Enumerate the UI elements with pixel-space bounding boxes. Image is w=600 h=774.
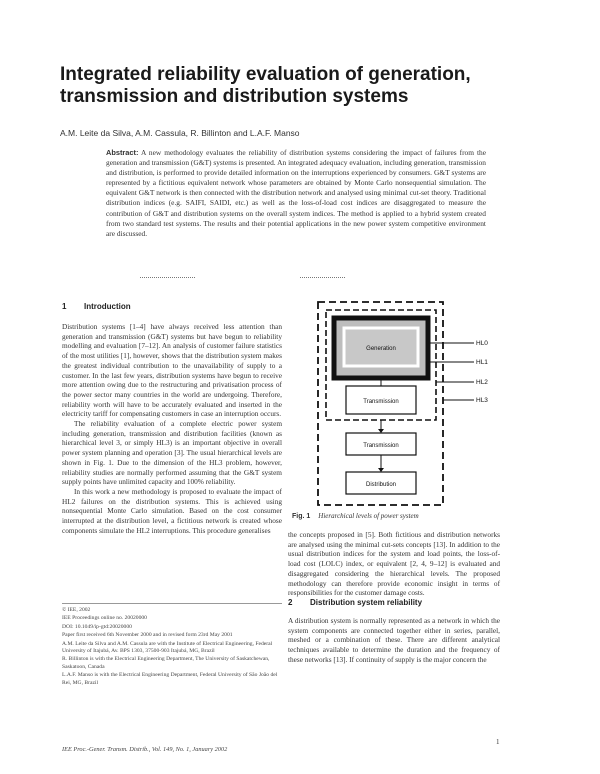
author-list: A.M. Leite da Silva, A.M. Cassula, R. Billinton and L.A.F. Manso	[60, 128, 300, 138]
abstract-text: A new methodology evaluates the reliability of distribution systems considering the impact of failures from the generation and transmission (G&T) systems is presented. An integrated adequacy evaluation, including generation, transmission and distribution, is performed to provide detailed information on the interruptions experienced by consumers. G&T systems are represented by a fictitious equivalent network whose parameters are obtained by Monte Carlo nonsequential simulation. The equivalent G&T network is then connected with the distribution network and analysed using minimal cut-set theory. Traditional distribution indices (e.g. SAIFI, SAIDI, etc.) as well as the loss-of-load cost indices are disaggregated to measure the contribution of G&T and distribution systems on the overall system indices. The method is applied to a hybrid system created from two standard test systems. The results and their potential applications in the new power system competitive environment are discussed.	[106, 148, 486, 238]
section-2-heading	[288, 598, 422, 607]
intro-paragraph: In this work a new methodology is proposed to evaluate the impact of HL2 failures on the distribution systems. This is achieved using nonsequential Monte Carlo simulation. Based on the cost consumer interrupted at the distribution level, a fictitious network is created whose components simulate the HL2 interruptions. This procedure generalises	[62, 486, 282, 535]
intro-paragraph: The reliability evaluation of a complete electric power system including generation, transmission and distribution facilities (known as hierarchical level 3, or simply HL3) is an important objective in overall power system planning and operation [3]. The usual hierarchical levels are shown in Fig. 1. Due to the dimension of the HL3 problem, however, reliability studies are normally performed assuming that the G&T system supply points have unlimited capacity and 100% reliability.	[62, 419, 282, 487]
paper-title: Integrated reliability evaluation of generation, transmission and distribution systems	[60, 64, 471, 107]
level-label-hl0: HL0	[476, 340, 488, 347]
section-2-body	[288, 616, 500, 665]
journal-footer: IEE Proc.-Gener. Transm. Distrib., Vol. 149, No. 1, January 2002	[62, 746, 228, 753]
abstract	[106, 148, 486, 239]
footnote: A.M. Leite da Silva and A.M. Cassula are with the Institute of Electrical Engineering, Federal University of Itajubá, Av. BPS 1303, 37500-903 Itajubá, MG, Brazil	[62, 640, 273, 655]
separator-dots-right	[300, 277, 345, 279]
page-number: 1	[496, 738, 500, 746]
footnote: L.A.F. Manso is with the Electrical Engineering Department, Federal University of São João del Rei, MG, Brazil	[62, 672, 278, 686]
intro-paragraph: Distribution systems [1–4] have always received less attention than generation and transmission (G&T) systems but have begun to reliability modelling and evaluation [7–12]. An analysis of customer failure statistics of the most utilities [1], however, shows that the distribution system makes the greatest individual contribution to the unavailability of supply to a customer. In the last few years, distribution systems have begun to receive more attention owing due to the restructuring and privatisation process of the power sector many countries in the world are undergoing. Therefore, reliability worth will have to be accurately evaluated and inserted in the electricity tariff for compensating customers in case an interruption occurs.	[62, 322, 282, 419]
section-1-title: Introduction	[84, 302, 131, 311]
abstract-label: Abstract:	[106, 148, 139, 157]
footnote: Paper first received 6th November 2000 and in revised form 23rd May 2001	[62, 632, 233, 639]
section-1-heading	[62, 302, 131, 311]
figure-label: Fig. 1	[292, 513, 311, 520]
arrowhead-icon	[378, 429, 384, 433]
generation-label: Generation	[366, 346, 396, 352]
separator-dots-left	[140, 277, 195, 279]
footnote: © IEE, 2002	[62, 607, 91, 613]
hierarchy-figure	[290, 300, 502, 510]
level-label-hl3: HL3	[476, 397, 488, 404]
section-2-number: 2	[288, 598, 293, 607]
figure-caption	[292, 512, 419, 520]
section-2-title: Distribution system reliability	[310, 598, 423, 607]
footnotes	[62, 603, 282, 688]
level-label-hl2: HL2	[476, 379, 488, 386]
col2-text	[288, 530, 500, 598]
distribution-label: Distribution	[365, 482, 397, 488]
transmission-lower-label: Transmission	[363, 443, 399, 449]
footnote: IEE Proceedings online no. 20020000	[62, 615, 147, 622]
figure-caption-text: Hierarchical levels of power system	[318, 512, 419, 520]
footnote: R. Billinton is with the Electrical Engineering Department, The University of Saskatchewan, Saskatoon, Canada	[62, 656, 270, 670]
footnote: DOI: 10.1049/ip-gtd:20020000	[62, 623, 132, 630]
level-label-hl1: HL1	[476, 359, 488, 366]
intro-column	[62, 322, 282, 535]
arrowhead-icon	[378, 468, 384, 472]
section-2-paragraph: A distribution system is normally represented as a network in which the system components are connected together either in series, parallel, meshed or a combination of these. There are different analytical techniques available to determine the duration and the frequency of these networks [13]. If continuity of supply is the major concern the	[288, 616, 500, 664]
transmission-label: Transmission	[363, 399, 399, 405]
col2-paragraph: the concepts proposed in [5]. Both fictitious and distribution networks are analysed using the minimal cut-sets concepts [13]. In addition to the usual distribution indices for the system and load points, the loss-of-load cost (LOLC) index, or equivalent [2, 4, 9–12] is evaluated and disaggregated considering the hierarchical levels. The proposed methodology can therefore provide economic insight in terms of responsibilities for the customer damage costs.	[288, 530, 500, 598]
section-1-number: 1	[62, 302, 67, 311]
